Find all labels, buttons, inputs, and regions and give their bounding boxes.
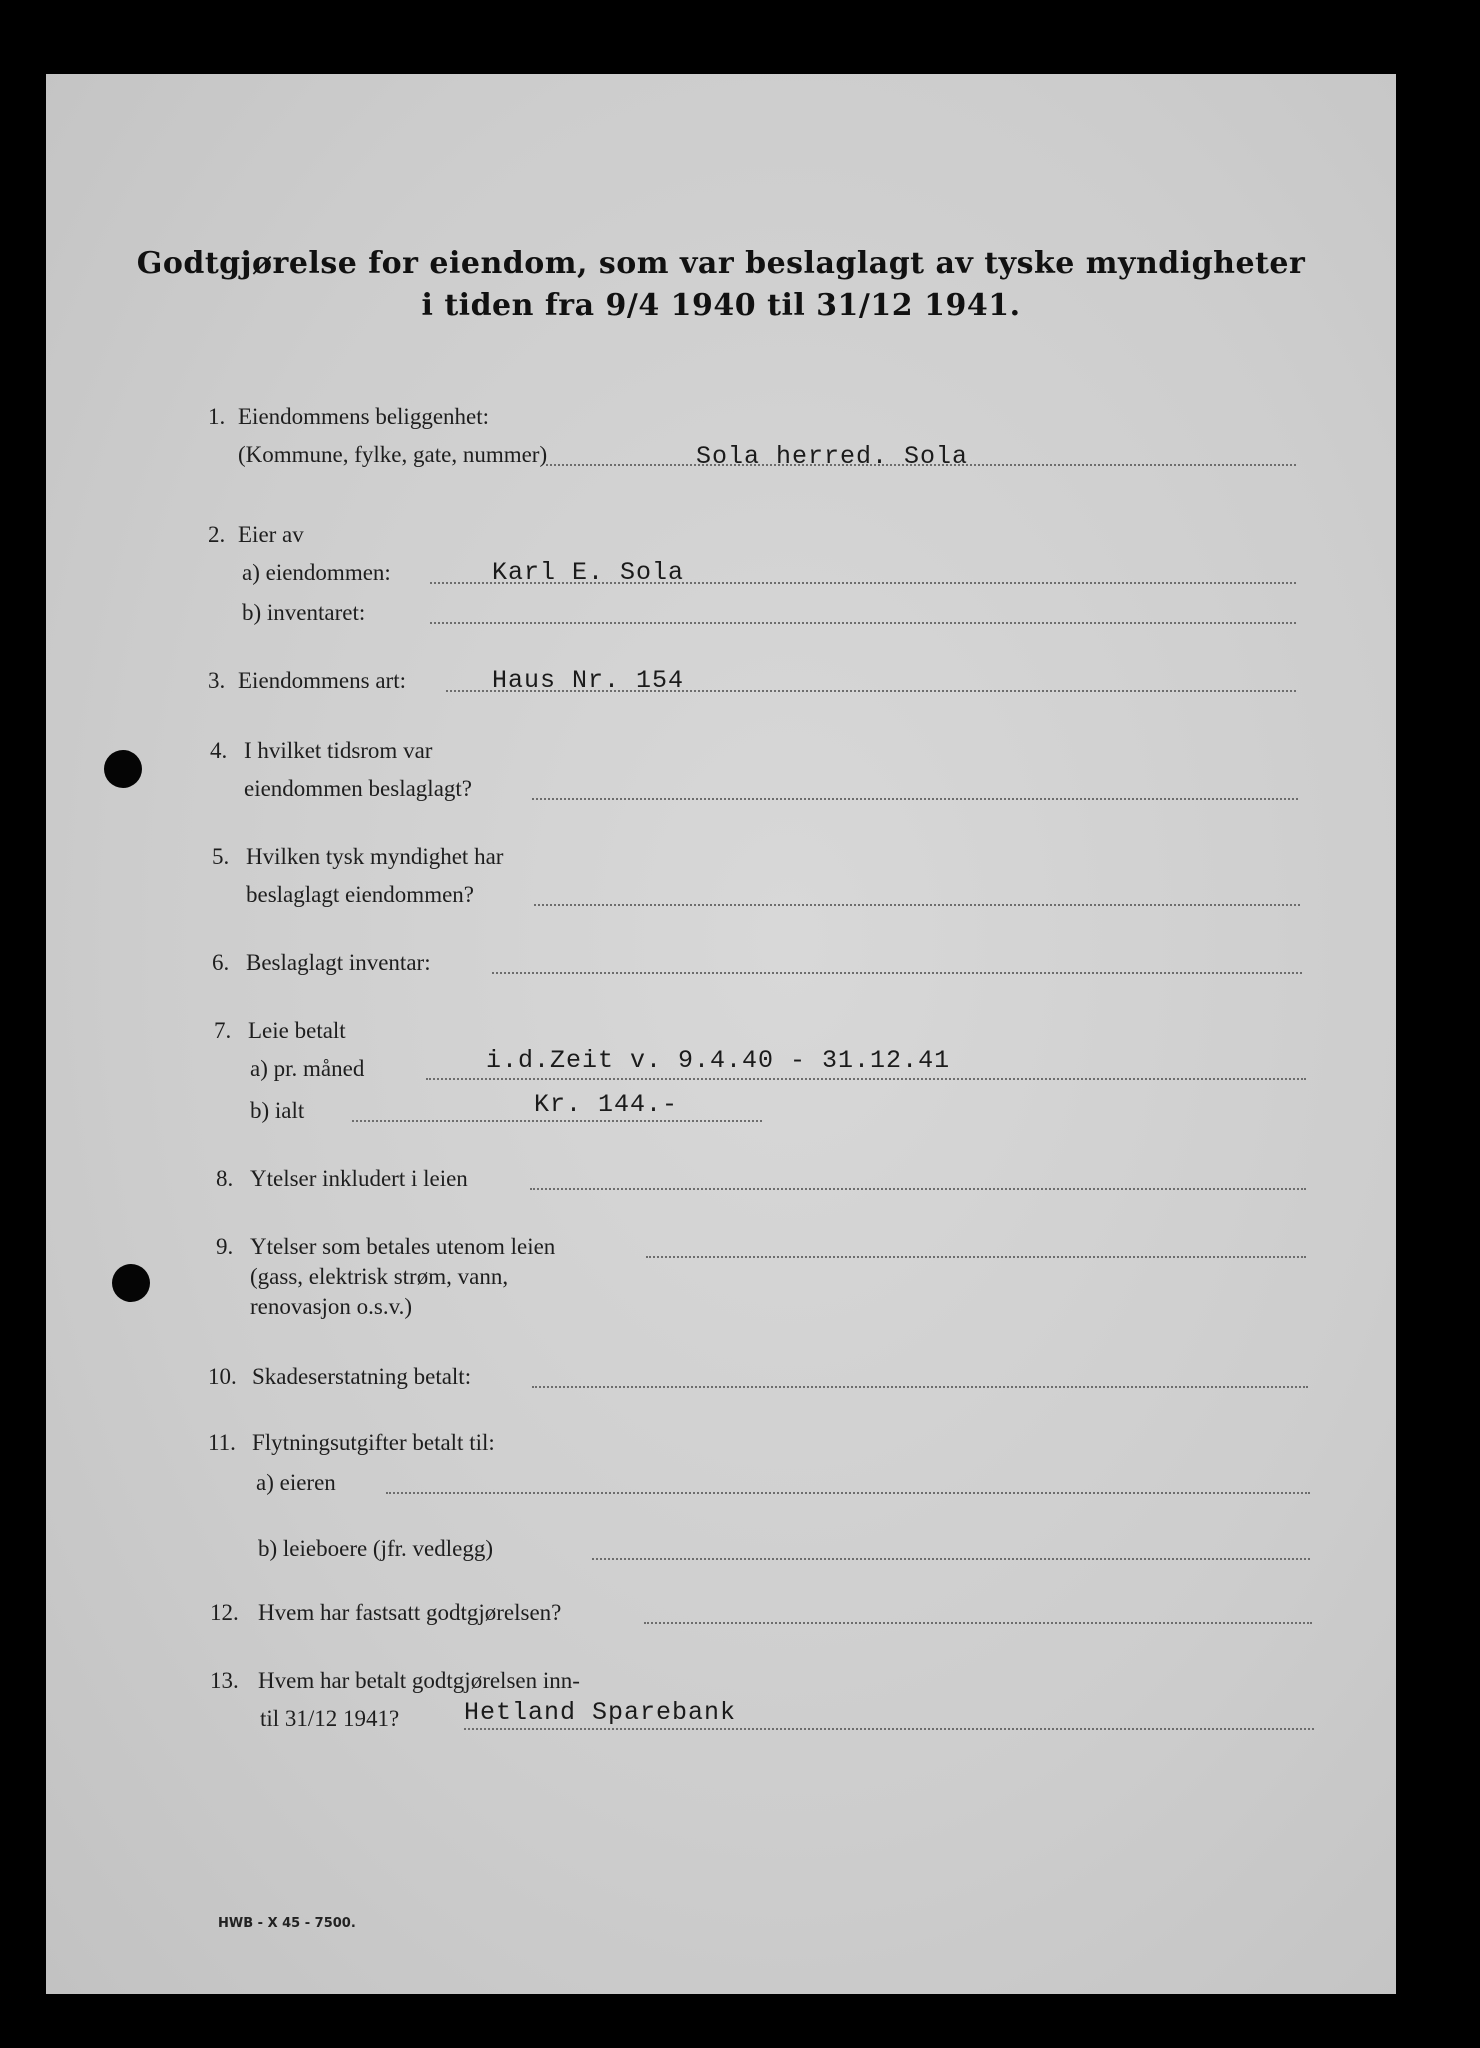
- punch-hole-top: [104, 750, 142, 788]
- q8-number: 8.: [216, 1166, 234, 1191]
- form-title-line-2: i tiden fra 9/4 1940 til 31/12 1941.: [421, 288, 1021, 323]
- q13-sublabel: til 31/12 1941?: [260, 1706, 400, 1731]
- q1-answer: Sola herred. Sola: [696, 442, 969, 471]
- q7a-answer-line: [426, 1078, 1306, 1080]
- q7-label: Leie betalt: [248, 1018, 346, 1043]
- q7b-label: b) ialt: [250, 1098, 305, 1123]
- q3-answer: Haus Nr. 154: [492, 666, 685, 695]
- q11b-answer-line: [592, 1558, 1310, 1560]
- q5-number: 5.: [212, 844, 230, 869]
- q1-label: Eiendommens beliggenhet:: [238, 404, 490, 429]
- q2b-answer-line: [430, 622, 1296, 624]
- q1-sublabel: (Kommune, fylke, gate, nummer): [238, 442, 548, 467]
- q12-label: Hvem har fastsatt godtgjørelsen?: [258, 1600, 562, 1625]
- q12-answer-line: [644, 1622, 1312, 1624]
- q2-number: 2.: [208, 522, 226, 547]
- q4-label: I hvilket tidsrom var: [244, 738, 433, 763]
- q4-sublabel: eiendommen beslaglagt?: [244, 776, 473, 801]
- q4-number: 4.: [210, 738, 228, 763]
- q11a-answer-line: [386, 1492, 1310, 1494]
- q6-answer-line: [492, 972, 1302, 974]
- q7b-answer-line: [352, 1120, 762, 1122]
- form-page: [46, 74, 1396, 1994]
- q5-label: Hvilken tysk myndighet har: [246, 844, 504, 869]
- punch-hole-bottom: [112, 1264, 150, 1302]
- q2a-answer: Karl E. Sola: [492, 558, 685, 587]
- q9-label: Ytelser som betales utenom leien: [250, 1234, 556, 1259]
- form-title-line-1: Godtgjørelse for eiendom, som var beslaglagt av tyske myndigheter: [136, 246, 1306, 281]
- q9-sublabel-1: (gass, elektrisk strøm, vann,: [250, 1264, 509, 1289]
- q4-answer-line: [532, 798, 1298, 800]
- q13-number: 13.: [210, 1668, 239, 1693]
- q6-number: 6.: [212, 950, 230, 975]
- q2a-label: a) eiendommen:: [242, 560, 391, 585]
- q3-number: 3.: [208, 668, 226, 693]
- q13-answer: Hetland Sparebank: [464, 1698, 737, 1727]
- q9-answer-line: [646, 1256, 1306, 1258]
- q7-number: 7.: [214, 1018, 232, 1043]
- q7b-answer: Kr. 144.-: [534, 1090, 679, 1119]
- q2-label: Eier av: [238, 522, 304, 547]
- printer-code: HWB - X 45 - 7500.: [218, 1916, 356, 1931]
- q11-label: Flytningsutgifter betalt til:: [252, 1430, 495, 1455]
- q10-label: Skadeserstatning betalt:: [252, 1364, 472, 1389]
- q2b-label: b) inventaret:: [242, 600, 366, 625]
- q9-number: 9.: [216, 1234, 234, 1259]
- q6-label: Beslaglagt inventar:: [246, 950, 431, 975]
- q11-number: 11.: [208, 1430, 236, 1455]
- q1-number: 1.: [208, 404, 226, 429]
- q13-answer-line: [464, 1728, 1314, 1730]
- q3-label: Eiendommens art:: [238, 668, 406, 693]
- q11a-label: a) eieren: [256, 1470, 336, 1495]
- q10-answer-line: [532, 1386, 1308, 1388]
- q9-sublabel-2: renovasjon o.s.v.): [250, 1294, 413, 1319]
- q5-answer-line: [534, 904, 1300, 906]
- q12-number: 12.: [210, 1600, 239, 1625]
- q8-answer-line: [530, 1188, 1306, 1190]
- q10-number: 10.: [208, 1364, 237, 1389]
- q11b-label: b) leieboere (jfr. vedlegg): [258, 1536, 493, 1561]
- q7a-answer: i.d.Zeit v. 9.4.40 - 31.12.41: [486, 1046, 951, 1075]
- q13-label: Hvem har betalt godtgjørelsen inn-: [258, 1668, 580, 1693]
- q5-sublabel: beslaglagt eiendommen?: [246, 882, 475, 907]
- q8-label: Ytelser inkludert i leien: [250, 1166, 468, 1191]
- q7a-label: a) pr. måned: [250, 1056, 365, 1081]
